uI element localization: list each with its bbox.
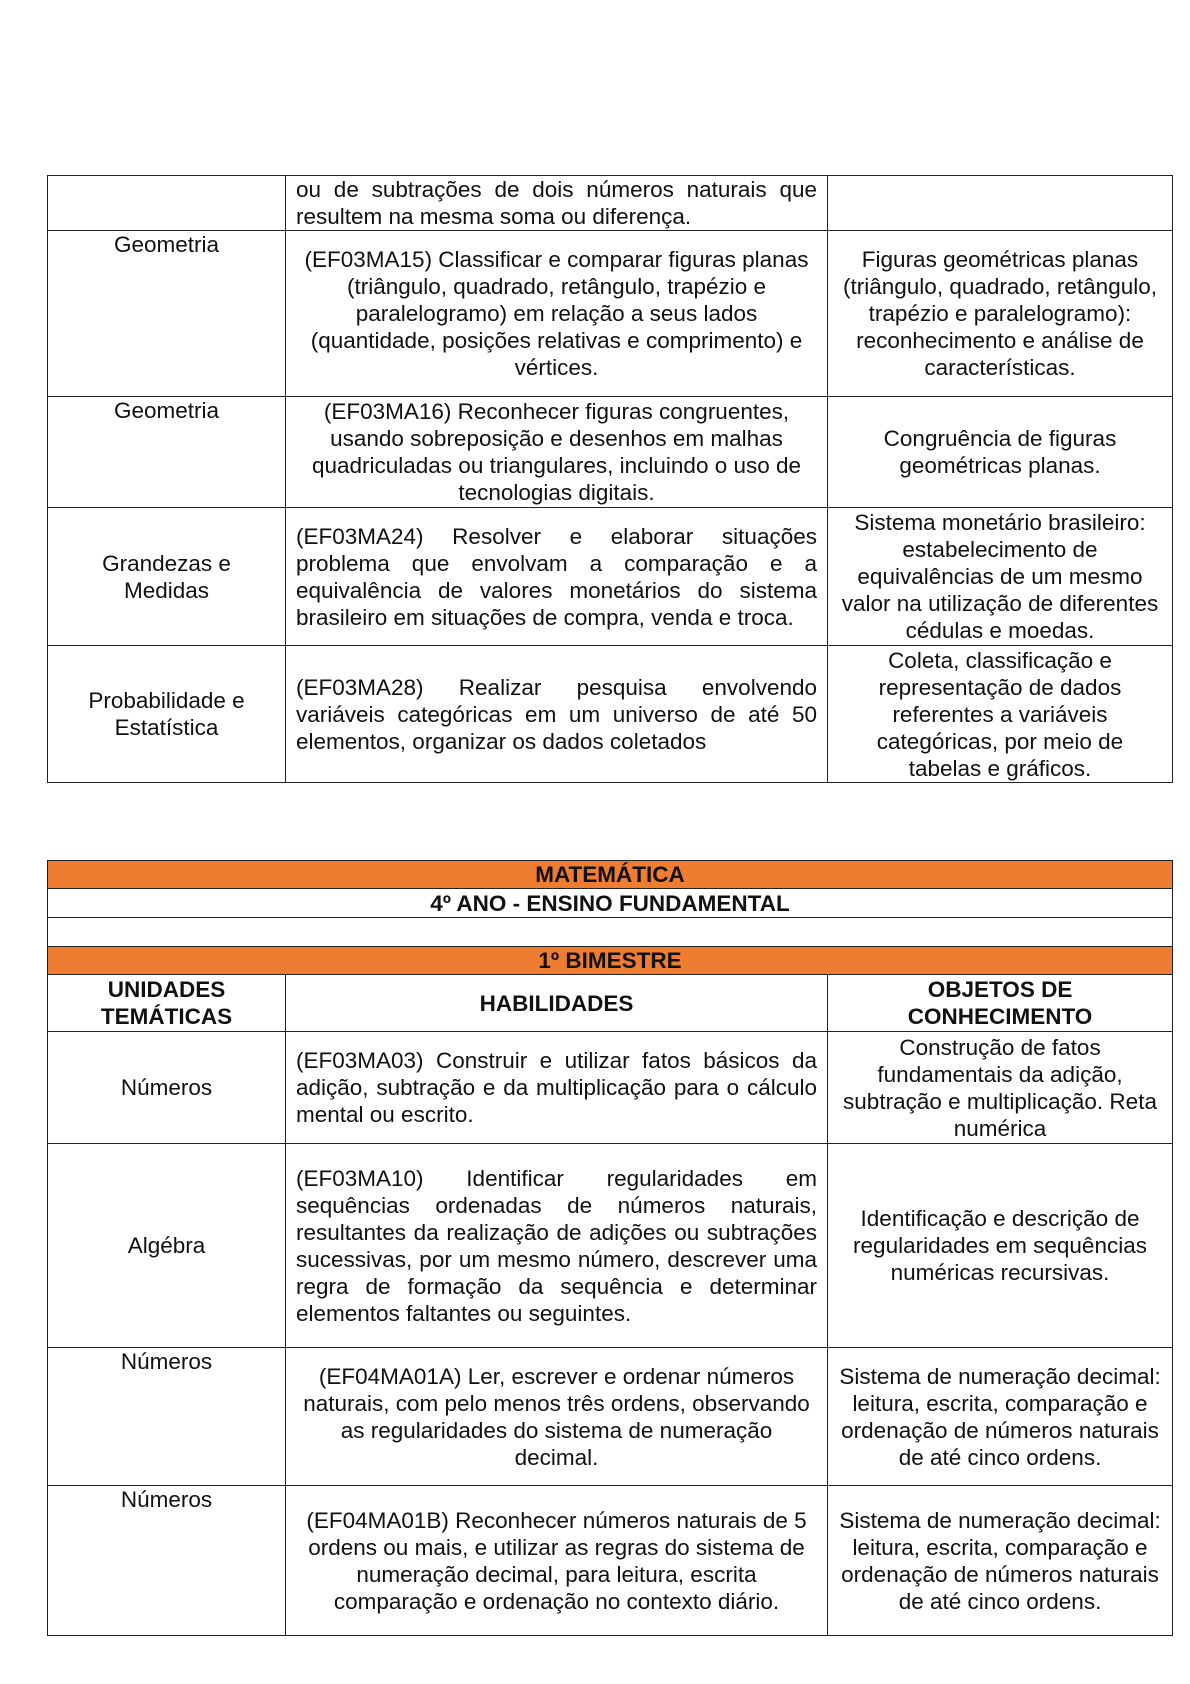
table-row [48,508,1173,646]
object-cell: Sistema monetário brasileiro: estabelecimento de equivalências de um mesmo valor na utilização de diferentes cédulas e moedas. [828,508,1173,646]
unit-cell: Números [48,1032,286,1144]
unit-cell: Números [48,1348,286,1486]
header-row [48,975,1173,1032]
table-row [48,1348,1173,1486]
curriculum-table-4th-grade [47,860,1173,1636]
curriculum-table-continued [47,175,1173,783]
unit-cell: Geometria [48,397,286,508]
table-row [48,231,1173,397]
header-units: UNIDADES TEMÁTICAS [48,975,286,1032]
period-title: 1º BIMESTRE [48,947,1173,975]
table-row [48,397,1173,508]
skill-cell: (EF04MA01B) Reconhecer números naturais de 5 ordens ou mais, e utilizar as regras do sistema de numeração decimal, para leitura, escrita comparação e ordenação no contexto diário. [286,1486,828,1636]
unit-cell [48,176,286,231]
skill-cell: (EF03MA24) Resolver e elaborar situações problema que envolvam a comparação e a equivalência de valores monetários do sistema brasileiro em situações de compra, venda e troca. [286,508,828,646]
header-skills: HABILIDADES [286,975,828,1032]
object-cell: Sistema de numeração decimal: leitura, escrita, comparação e ordenação de números naturais de até cinco ordens. [828,1486,1173,1636]
unit-cell: Algébra [48,1144,286,1348]
object-cell: Figuras geométricas planas (triângulo, quadrado, retângulo, trapézio e paralelogramo): reconhecimento e análise de características. [828,231,1173,397]
subject-title: MATEMÁTICA [48,861,1173,889]
table-row [48,1486,1173,1636]
skill-cell: (EF03MA16) Reconhecer figuras congruentes, usando sobreposição e desenhos em malhas quadriculadas ou triangulares, incluindo o uso de tecnologias digitais. [286,397,828,508]
skill-cell: ou de subtrações de dois números naturais que resultem na mesma soma ou diferença. [286,176,828,231]
unit-cell: Geometria [48,231,286,397]
table-row [48,176,1173,231]
empty-row [48,918,1173,947]
unit-cell: Grandezas e Medidas [48,508,286,646]
unit-cell: Probabilidade e Estatística [48,646,286,783]
object-cell: Sistema de numeração decimal: leitura, escrita, comparação e ordenação de números naturais de até cinco ordens. [828,1348,1173,1486]
skill-cell: (EF04MA01A) Ler, escrever e ordenar números naturais, com pelo menos três ordens, observando as regularidades do sistema de numeração decimal. [286,1348,828,1486]
skill-cell: (EF03MA03) Construir e utilizar fatos básicos da adição, subtração e da multiplicação para o cálculo mental ou escrito. [286,1032,828,1144]
object-cell: Construção de fatos fundamentais da adição, subtração e multiplicação. Reta numérica [828,1032,1173,1144]
table-row [48,1032,1173,1144]
object-cell: Coleta, classificação e representação de dados referentes a variáveis categóricas, por meio de tabelas e gráficos. [828,646,1173,783]
object-cell: Congruência de figuras geométricas planas. [828,397,1173,508]
grade-title: 4º ANO - ENSINO FUNDAMENTAL [48,889,1173,918]
skill-cell: (EF03MA28) Realizar pesquisa envolvendo variáveis categóricas em um universo de até 50 elementos, organizar os dados coletados [286,646,828,783]
object-cell [828,176,1173,231]
table-row [48,646,1173,783]
table-row [48,1144,1173,1348]
skill-cell: (EF03MA15) Classificar e comparar figuras planas (triângulo, quadrado, retângulo, trapézio e paralelogramo) em relação a seus lados (quantidade, posições relativas e comprimento) e vértices. [286,231,828,397]
skill-cell: (EF03MA10) Identificar regularidades em sequências ordenadas de números naturais, resultantes da realização de adições ou subtrações sucessivas, por um mesmo número, descrever uma regra de formação da sequência e determinar elementos faltantes ou seguintes. [286,1144,828,1348]
unit-cell: Números [48,1486,286,1636]
object-cell: Identificação e descrição de regularidades em sequências numéricas recursivas. [828,1144,1173,1348]
header-objects: OBJETOS DE CONHECIMENTO [828,975,1173,1032]
